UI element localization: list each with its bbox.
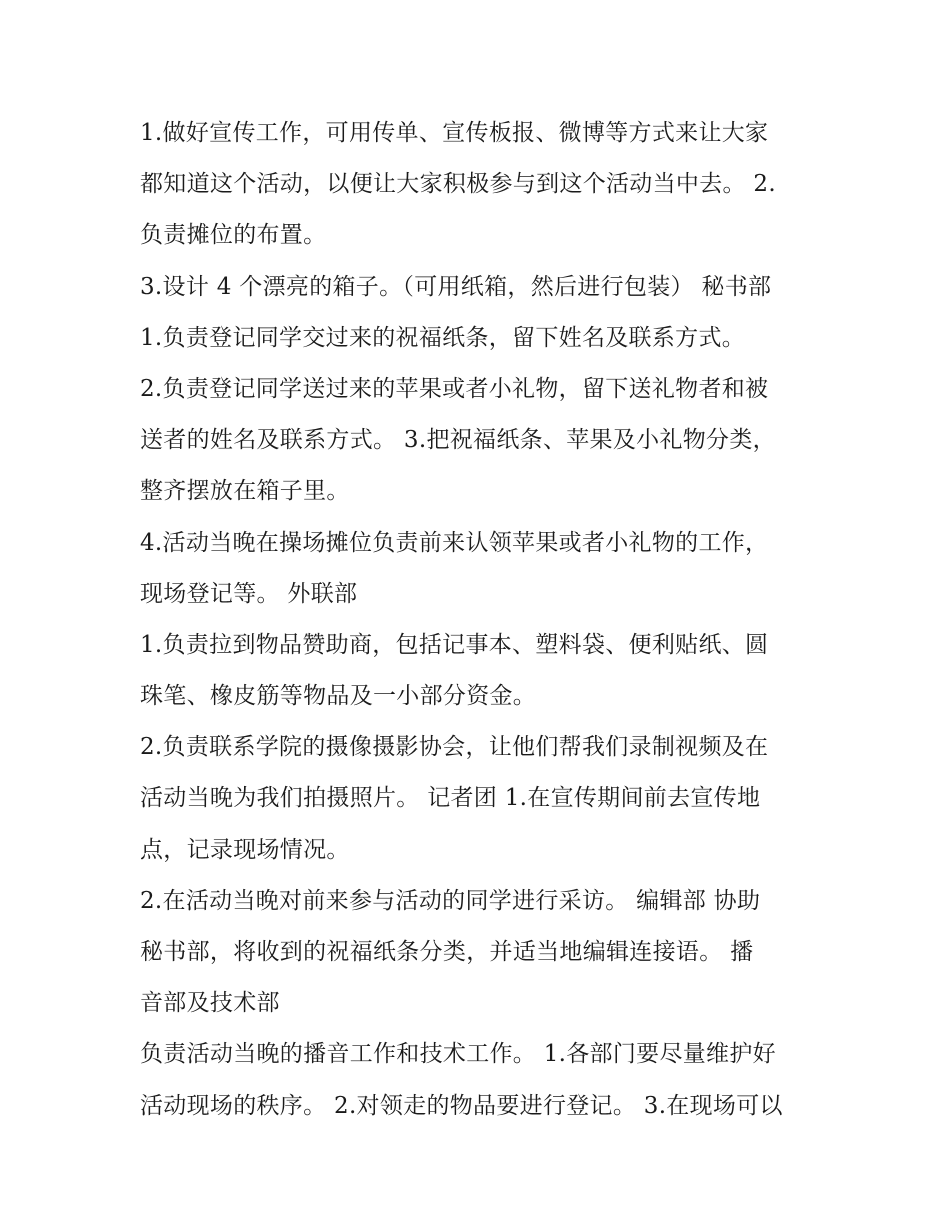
text-line: 2.在活动当晚对前来参与活动的同学进行采访。 编辑部 协助 xyxy=(140,887,761,914)
text-line: 活动现场的秩序。 2.对领走的物品要进行登记。 3.在现场可以 xyxy=(140,1092,783,1119)
text-line: 都知道这个活动，以便让大家积极参与到这个活动当中去。 2. xyxy=(140,171,776,198)
text-line: 负责活动当晚的播音工作和技术工作。 1.各部门要尽量维护好 xyxy=(140,1041,776,1068)
text-line: 2.负责联系学院的摄像摄影协会，让他们帮我们录制视频及在 xyxy=(140,734,769,761)
text-line: 1.负责登记同学交过来的祝福纸条，留下姓名及联系方式。 xyxy=(140,324,746,351)
text-line: 送者的姓名及联系方式。 3.把祝福纸条、苹果及小礼物分类， xyxy=(140,427,776,454)
text-line: 1.做好宣传工作，可用传单、宣传板报、微博等方式来让大家 xyxy=(140,120,769,146)
text-line: 1.负责拉到物品赞助商，包括记事本、塑料袋、便利贴纸、圆 xyxy=(140,631,769,658)
text-line: 秘书部，将收到的祝福纸条分类，并适当地编辑连接语。 播 xyxy=(140,939,754,965)
text-line: 4.活动当晚在操场摊位负责前来认领苹果或者小礼物的工作， xyxy=(140,529,769,556)
text-line: 点，记录现场情况。 xyxy=(140,836,350,863)
text-line: 负责摊位的布置。 xyxy=(140,222,327,249)
text-line: 3.设计 4 个漂亮的箱子。（可用纸箱，然后进行包装） 秘书部 xyxy=(140,273,772,300)
text-line: 音部及技术部 xyxy=(140,990,280,1017)
text-line: 现场登记等。 外联部 xyxy=(140,580,358,607)
text-line: 整齐摆放在箱子里。 xyxy=(140,478,350,505)
document-body xyxy=(140,108,820,1132)
text-line: 活动当晚为我们拍摄照片。 记者团 1.在宣传期间前去宣传地 xyxy=(140,785,761,812)
text-line: 2.负责登记同学送过来的苹果或者小礼物，留下送礼物者和被 xyxy=(140,375,769,402)
text-line: 珠笔、橡皮筋等物品及一小部分资金。 xyxy=(140,683,537,710)
